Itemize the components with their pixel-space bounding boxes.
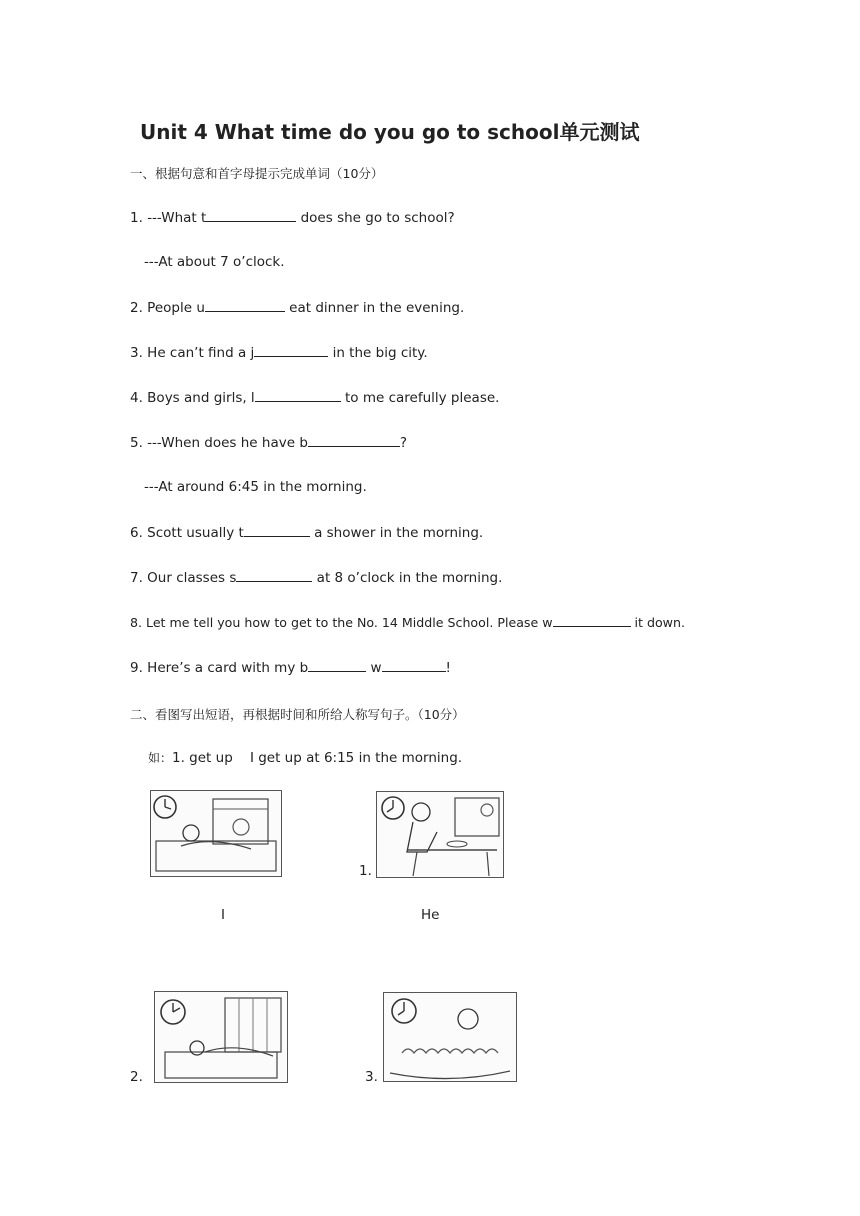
question-2: 2. People u eat dinner in the evening.: [130, 300, 465, 316]
picture-3-take-a-shower: [383, 992, 517, 1082]
question-6: 6. Scott usually t a shower in the morning.: [130, 525, 484, 541]
blank[interactable]: [308, 434, 400, 447]
blank[interactable]: [236, 569, 312, 582]
answer-1: ---At about 7 o’clock.: [144, 254, 285, 270]
blank[interactable]: [206, 209, 296, 222]
question-8: 8. Let me tell you how to get to the No. 14 Middle School. Please w it down.: [130, 615, 685, 630]
question-3: 3. He can’t find a j in the big city.: [130, 345, 428, 361]
picture-label-1: 1.: [359, 863, 372, 879]
question-5: 5. ---When does he have b ?: [130, 435, 408, 451]
picture-label-2: 2.: [130, 1069, 143, 1085]
page-title: Unit 4 What time do you go to school单元测试: [140, 120, 640, 144]
picture-1-breakfast: [376, 791, 504, 878]
picture-label-3: 3.: [365, 1069, 378, 1085]
example-line: 如：1. get up I get up at 6:15 in the morning.: [148, 750, 463, 766]
blank[interactable]: [553, 614, 631, 627]
picture-get-up: [150, 790, 282, 877]
section-2-heading: 二、看图写出短语，再根据时间和所给人称写句子。（10分）: [130, 707, 465, 722]
picture-2-go-to-bed: [154, 991, 288, 1083]
pronoun-he: He: [421, 907, 440, 923]
question-7: 7. Our classes s at 8 o’clock in the morning.: [130, 570, 503, 586]
blank[interactable]: [205, 299, 285, 312]
blank[interactable]: [382, 659, 446, 672]
section-1-heading: 一、根据句意和首字母提示完成单词（10分）: [130, 166, 384, 181]
question-1: 1. ---What t does she go to school?: [130, 210, 455, 226]
blank[interactable]: [244, 524, 310, 537]
pronoun-i: I: [221, 907, 225, 923]
answer-5: ---At around 6:45 in the morning.: [144, 479, 367, 495]
blank[interactable]: [254, 344, 328, 357]
question-4: 4. Boys and girls, l to me carefully please.: [130, 390, 500, 406]
question-9: 9. Here’s a card with my b w !: [130, 660, 451, 676]
blank[interactable]: [255, 389, 341, 402]
blank[interactable]: [308, 659, 366, 672]
